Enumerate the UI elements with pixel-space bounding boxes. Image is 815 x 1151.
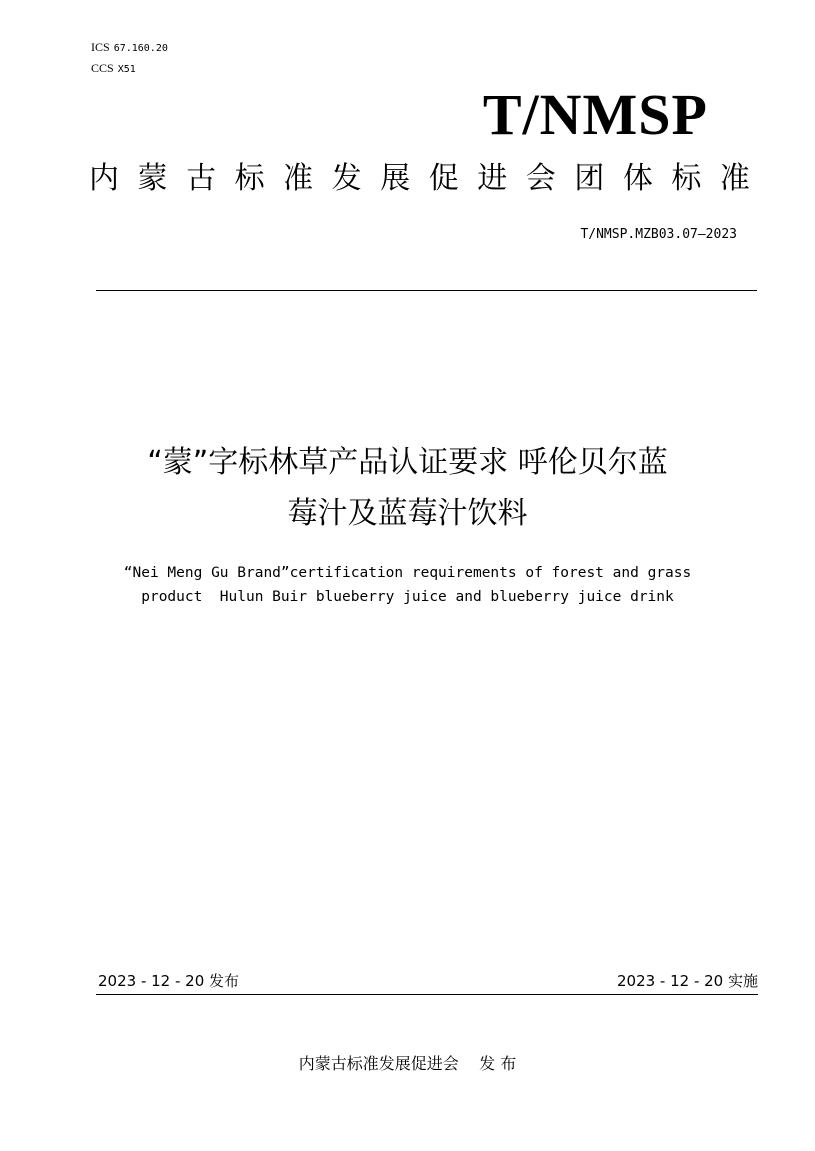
org-char: 内	[89, 161, 119, 196]
footer-divider	[96, 994, 758, 995]
ics-line	[91, 40, 168, 56]
ics-code: 67.160.20	[113, 43, 168, 54]
ccs-label: CCS	[91, 61, 114, 75]
implement-date: 2023 - 12 - 20 实施	[616, 972, 758, 990]
ics-label: ICS	[91, 40, 110, 54]
standard-number: T/NMSP.MZB03.07—2023	[580, 227, 737, 242]
org-char: 会	[525, 161, 556, 196]
org-char: 体	[622, 161, 653, 196]
org-char: 准	[719, 161, 750, 196]
org-char: 标	[671, 161, 702, 196]
publisher: 内蒙古标准发展促进会 发 布	[298, 1054, 517, 1073]
title-en-line-1: “Nei Meng Gu Brand”certification requirements of forest and grass	[123, 565, 692, 581]
org-char: 促	[428, 161, 459, 196]
ccs-code: X51	[117, 64, 136, 75]
standard-logo: T/NMSP	[482, 82, 708, 147]
org-char: 准	[283, 161, 314, 196]
header-divider	[96, 290, 757, 291]
ccs-line	[91, 61, 136, 77]
publish-date: 2023 - 12 - 20 发布	[98, 972, 240, 990]
org-char: 团	[574, 161, 605, 196]
org-char: 古	[186, 161, 217, 196]
title-zh-line-1: “蒙”字标林草产品认证要求 呼伦贝尔蓝	[147, 445, 668, 480]
title-zh-line-2: 莓汁及蓝莓汁饮料	[287, 496, 528, 531]
org-char: 标	[234, 161, 265, 196]
org-char: 蒙	[137, 161, 168, 196]
org-char: 发	[331, 161, 362, 196]
org-char: 展	[380, 161, 411, 196]
title-en-line-2: product Hulun Buir blueberry juice and blueberry juice drink	[141, 589, 674, 605]
org-char: 进	[477, 161, 508, 196]
organization-name	[89, 159, 750, 199]
